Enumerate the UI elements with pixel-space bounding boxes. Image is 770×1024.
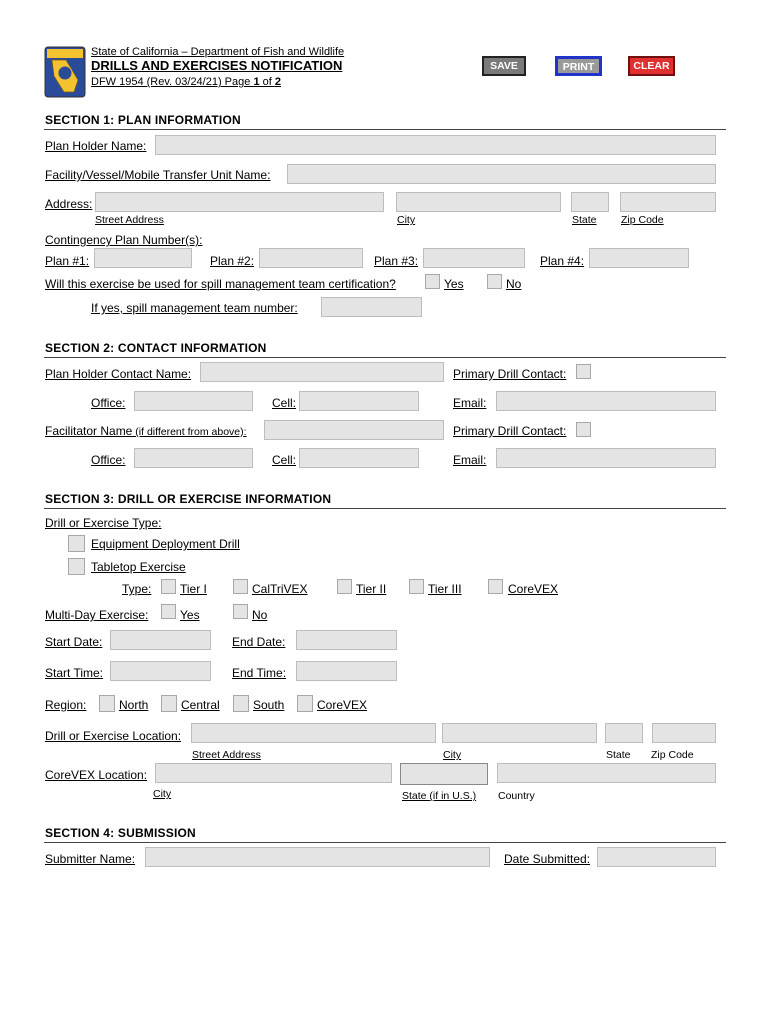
email-label-1: Email: — [453, 396, 487, 410]
address-label: Address: — [45, 197, 93, 211]
date-submitted-field[interactable] — [597, 847, 716, 867]
primary-contact-checkbox-1[interactable] — [576, 364, 591, 379]
end-time-field[interactable] — [296, 661, 397, 681]
print-button[interactable]: PRINT — [555, 56, 602, 76]
city-field[interactable] — [396, 192, 561, 212]
section4-title: SECTION 4: SUBMISSION — [45, 826, 196, 840]
tier1-label: Tier I — [180, 582, 207, 596]
office-field-1[interactable] — [134, 391, 253, 411]
type-label: Type: — [122, 582, 152, 596]
plan4-field[interactable] — [589, 248, 689, 268]
cell-field-2[interactable] — [299, 448, 419, 468]
zip-field[interactable] — [620, 192, 716, 212]
page-current: 1 — [253, 76, 260, 88]
certification-no-checkbox[interactable] — [487, 274, 502, 289]
section2-title: SECTION 2: CONTACT INFORMATION — [45, 341, 267, 355]
office-label-2: Office: — [91, 453, 126, 467]
plan2-field[interactable] — [259, 248, 363, 268]
equipment-drill-label: Equipment Deployment Drill — [91, 537, 240, 551]
cell-label-1: Cell: — [272, 396, 297, 410]
email-field-2[interactable] — [496, 448, 716, 468]
section1-divider — [44, 129, 726, 130]
multiday-label: Multi-Day Exercise: — [45, 608, 149, 622]
start-time-field[interactable] — [110, 661, 211, 681]
location-street-field[interactable] — [191, 723, 436, 743]
corevex-city-field[interactable] — [155, 763, 392, 783]
date-submitted-label: Date Submitted: — [504, 852, 591, 866]
primary-contact-checkbox-2[interactable] — [576, 422, 591, 437]
office-label-1: Office: — [91, 396, 126, 410]
corevex-type-checkbox[interactable] — [488, 579, 503, 594]
street-address-caption: Street Address — [95, 214, 164, 226]
plan-holder-contact-label: Plan Holder Contact Name: — [45, 367, 192, 381]
clear-button[interactable]: CLEAR — [628, 56, 675, 76]
facilitator-name-text: Facilitator Name — [45, 424, 133, 438]
multiday-no-checkbox[interactable] — [233, 604, 248, 619]
facility-label: Facility/Vessel/Mobile Transfer Unit Name: — [45, 168, 271, 182]
location-label: Drill or Exercise Location: — [45, 729, 182, 743]
tier1-checkbox[interactable] — [161, 579, 176, 594]
location-city-caption: City — [443, 749, 462, 761]
cell-label-2: Cell: — [272, 453, 297, 467]
save-button[interactable]: SAVE — [482, 56, 526, 76]
end-date-field[interactable] — [296, 630, 397, 650]
agency-name: State of California – Department of Fish and Wildlife — [91, 46, 345, 58]
start-date-field[interactable] — [110, 630, 211, 650]
location-zip-caption: Zip Code — [651, 749, 694, 761]
plan-holder-field[interactable] — [155, 135, 716, 155]
start-date-label: Start Date: — [45, 635, 103, 649]
region-central-checkbox[interactable] — [161, 695, 177, 712]
certification-question: Will this exercise be used for spill management team certification? — [45, 277, 396, 291]
plan1-field[interactable] — [94, 248, 192, 268]
form-id-prefix: DFW 1954 (Rev. 03/24/21) Page — [91, 76, 254, 88]
region-central-label: Central — [181, 698, 220, 712]
multiday-no-label: No — [252, 608, 268, 622]
section3-divider — [44, 508, 726, 509]
email-label-2: Email: — [453, 453, 487, 467]
region-south-checkbox[interactable] — [233, 695, 249, 712]
facilitator-field[interactable] — [264, 420, 444, 440]
primary-contact-label-2: Primary Drill Contact: — [453, 424, 567, 438]
contingency-label: Contingency Plan Number(s): — [45, 233, 203, 247]
plan2-label: Plan #2: — [210, 254, 255, 268]
tabletop-checkbox[interactable] — [68, 558, 85, 575]
tier2-label: Tier II — [356, 582, 387, 596]
region-label: Region: — [45, 698, 87, 712]
plan3-field[interactable] — [423, 248, 525, 268]
plan3-label: Plan #3: — [374, 254, 419, 268]
certification-yes-label: Yes — [444, 277, 464, 291]
plan4-label: Plan #4: — [540, 254, 585, 268]
location-zip-field[interactable] — [652, 723, 716, 743]
region-north-checkbox[interactable] — [99, 695, 115, 712]
region-corevex-label: CoreVEX — [317, 698, 368, 712]
tier3-checkbox[interactable] — [409, 579, 424, 594]
location-state-caption: State — [606, 749, 631, 761]
team-number-field[interactable] — [321, 297, 422, 317]
section2-divider — [44, 357, 726, 358]
state-field[interactable] — [571, 192, 609, 212]
plan-holder-contact-field[interactable] — [200, 362, 444, 382]
section1-title: SECTION 1: PLAN INFORMATION — [45, 113, 241, 127]
team-number-label: If yes, spill management team number: — [91, 301, 298, 315]
region-north-label: North — [119, 698, 149, 712]
corevex-location-label: CoreVEX Location: — [45, 768, 148, 782]
corevex-state-field[interactable] — [400, 763, 488, 785]
plan-holder-label: Plan Holder Name: — [45, 139, 147, 153]
caltrivex-label: CalTriVEX — [252, 582, 308, 596]
section4-divider — [44, 842, 726, 843]
start-time-label: Start Time: — [45, 666, 104, 680]
zip-caption: Zip Code — [621, 214, 664, 226]
location-state-field[interactable] — [605, 723, 643, 743]
cell-field-1[interactable] — [299, 391, 419, 411]
street-address-field[interactable] — [95, 192, 384, 212]
corevex-country-caption: Country — [498, 790, 535, 802]
location-city-field[interactable] — [442, 723, 597, 743]
form-id — [91, 75, 281, 89]
tabletop-label: Tabletop Exercise — [91, 560, 186, 574]
city-caption: City — [397, 214, 416, 226]
caltrivex-checkbox[interactable] — [233, 579, 248, 594]
office-field-2[interactable] — [134, 448, 253, 468]
plan1-label: Plan #1: — [45, 254, 90, 268]
page-of: of — [259, 76, 275, 88]
submitter-label: Submitter Name: — [45, 852, 136, 866]
facilitator-label — [45, 424, 247, 439]
tier3-label: Tier III — [428, 582, 462, 596]
end-date-label: End Date: — [232, 635, 286, 649]
equipment-drill-checkbox[interactable] — [68, 535, 85, 552]
drill-type-label: Drill or Exercise Type: — [45, 516, 162, 530]
certification-no-label: No — [506, 277, 522, 291]
submitter-field[interactable] — [145, 847, 490, 867]
tier2-checkbox[interactable] — [337, 579, 352, 594]
facility-field[interactable] — [287, 164, 716, 184]
location-street-caption: Street Address — [192, 749, 261, 761]
section3-title: SECTION 3: DRILL OR EXERCISE INFORMATION — [45, 492, 332, 506]
multiday-yes-checkbox[interactable] — [161, 604, 176, 619]
region-south-label: South — [253, 698, 285, 712]
corevex-type-label: CoreVEX — [508, 582, 559, 596]
corevex-state-caption: State (if in U.S.) — [402, 790, 477, 802]
end-time-label: End Time: — [232, 666, 287, 680]
region-corevex-checkbox[interactable] — [297, 695, 313, 712]
corevex-country-field[interactable] — [497, 763, 716, 783]
certification-yes-checkbox[interactable] — [425, 274, 440, 289]
form-title: DRILLS AND EXERCISES NOTIFICATION — [91, 58, 343, 73]
state-caption: State — [572, 214, 597, 226]
page-total: 2 — [274, 76, 281, 88]
email-field-1[interactable] — [496, 391, 716, 411]
multiday-yes-label: Yes — [180, 608, 200, 622]
facilitator-note: (if different from above): — [132, 426, 247, 438]
corevex-city-caption: City — [153, 788, 172, 800]
primary-contact-label-1: Primary Drill Contact: — [453, 367, 567, 381]
dfw-logo — [44, 46, 86, 98]
